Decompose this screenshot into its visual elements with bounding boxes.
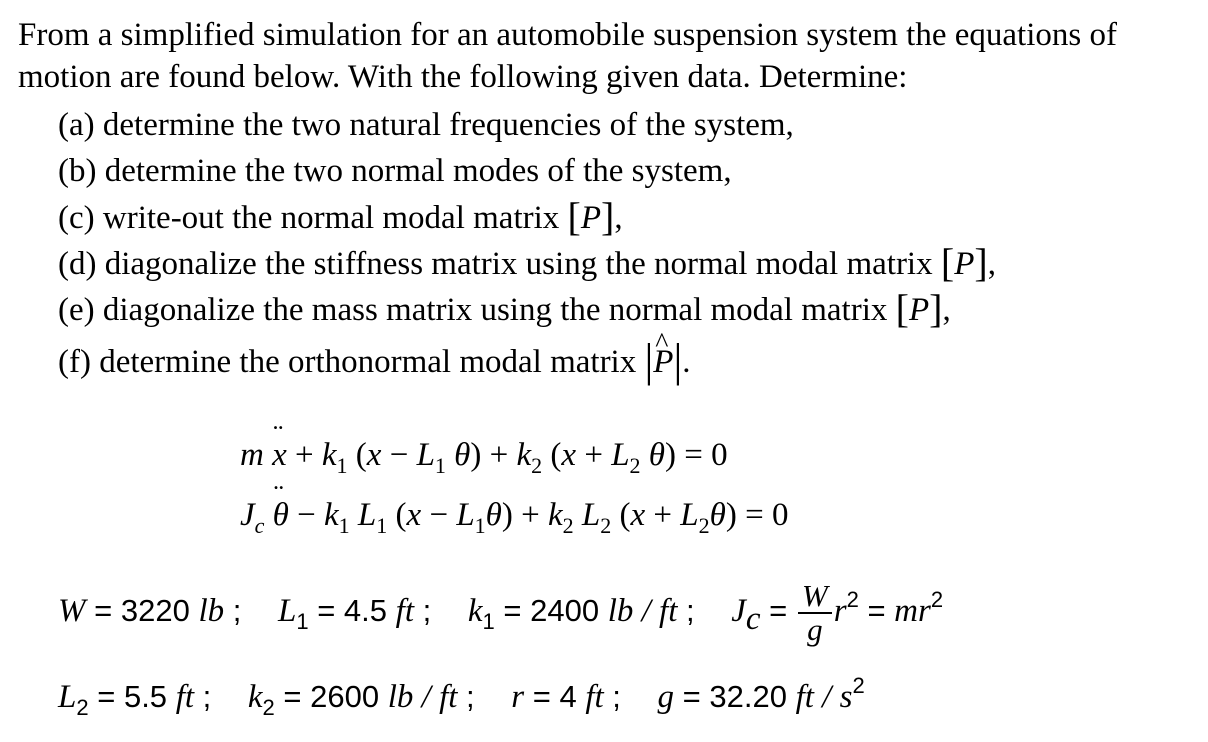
task-c: [58, 194, 996, 240]
task-f: [58, 334, 996, 387]
given-data-line-2: $L_2 = 5.5$ ft ; $k_2 = 2600$ lb / ft ; r = 4 ft ; g = 32.20 ft / $s^2$: [58, 673, 865, 720]
k1-value: 2400: [530, 593, 600, 629]
weight-value: 3220: [120, 593, 190, 629]
task-text: determine the two normal modes of the system,: [104, 153, 732, 189]
task-label: (c): [58, 200, 95, 236]
equation-translation: m ¨ $x + k_1$ ($x - L_1$ $\theta) + k_2$ ($x + L_2$ θ) = 0: [240, 437, 728, 479]
r-unit: ft: [585, 679, 604, 715]
g-unit: ft / s: [795, 679, 853, 715]
r-value: 4: [559, 679, 577, 714]
weight-over-g-fraction: $\frac{W}{g}$: [798, 580, 832, 646]
g-value: 32.20: [709, 679, 787, 714]
task-label: (d): [58, 246, 97, 282]
weight-unit: lb: [198, 593, 225, 630]
task-a: [58, 102, 996, 148]
task-list: [58, 102, 996, 387]
k2-unit: lb / ft: [387, 679, 458, 715]
matrix-p-symbol: [P],: [567, 194, 623, 239]
task-text: determine the orthonormal modal matrix: [99, 344, 637, 380]
task-d: [58, 240, 996, 286]
equation-rotation: $J_c$ ¨ $\theta - k_1$ $L_1$ $(x - L_1\theta) + k_2$ $L_2$ $(x + L_2\theta) = 0$: [240, 497, 788, 539]
task-label: (b): [58, 153, 97, 189]
k2-value: 2600: [310, 679, 380, 714]
l2-unit: ft: [175, 679, 195, 715]
task-label: (e): [58, 292, 95, 328]
matrix-p-symbol: [P],: [940, 240, 996, 285]
task-label: (a): [58, 107, 95, 143]
l1-value: 4.5: [343, 593, 388, 629]
given-data-line-1: W = 3220 lb ; $L_1 = 4.5$ ft ; $k_1 = 2400$ lb / ft ; $J_c$ = $\frac{W}{g}$ $r^2 = mr^2$: [58, 578, 944, 647]
task-b: [58, 148, 996, 194]
task-text: diagonalize the stiffness matrix using the normal modal matrix: [104, 246, 933, 282]
k1-unit: lb / ft: [607, 593, 678, 630]
l1-unit: ft: [395, 593, 414, 630]
l2-value: 5.5: [123, 679, 168, 714]
task-text: determine the two natural frequencies of the system,: [102, 107, 794, 143]
task-text: diagonalize the mass matrix using the normal modal matrix: [102, 292, 888, 328]
orthonormal-matrix-symbol: |^ P|.: [644, 344, 690, 380]
task-text: write-out the normal modal matrix: [102, 200, 560, 236]
task-label: (f): [58, 344, 91, 380]
matrix-p-symbol: [P],: [895, 286, 951, 331]
task-e: [58, 286, 996, 332]
problem-intro: From a simplified simulation for an automobile suspension system the equations of motion are found below. With the following given data. Determine:: [18, 17, 1117, 95]
